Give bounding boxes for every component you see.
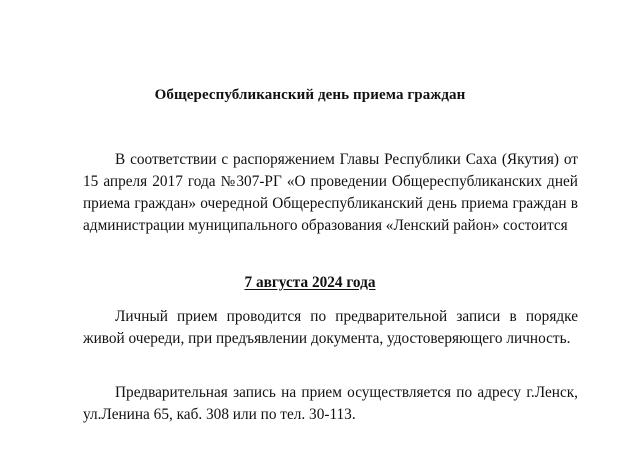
document-title: Общереспубликанский день приема граждан [154, 87, 466, 103]
reception-date: 7 августа 2024 года [244, 274, 376, 291]
paragraph-announcement: В соответствии с распоряжением Главы Республики Саха (Якутия) от 15 апреля 2017 года №307-РГ «О проведении Общереспубликанских дней приема граждан» очередной Общереспубликанский день приема граждан в администрации муниципального образования «Ленский район» состоится [83, 151, 578, 234]
paragraph-preregistration: Предварительная запись на прием осуществляется по адресу г.Ленск, ул.Ленина 65, каб. 308 или по тел. 30-113. [83, 384, 578, 423]
paragraph-personal-reception: Личный прием проводится по предварительной записи в порядке живой очереди, при предъявлении документа, удостоверяющего личность. [83, 308, 578, 347]
